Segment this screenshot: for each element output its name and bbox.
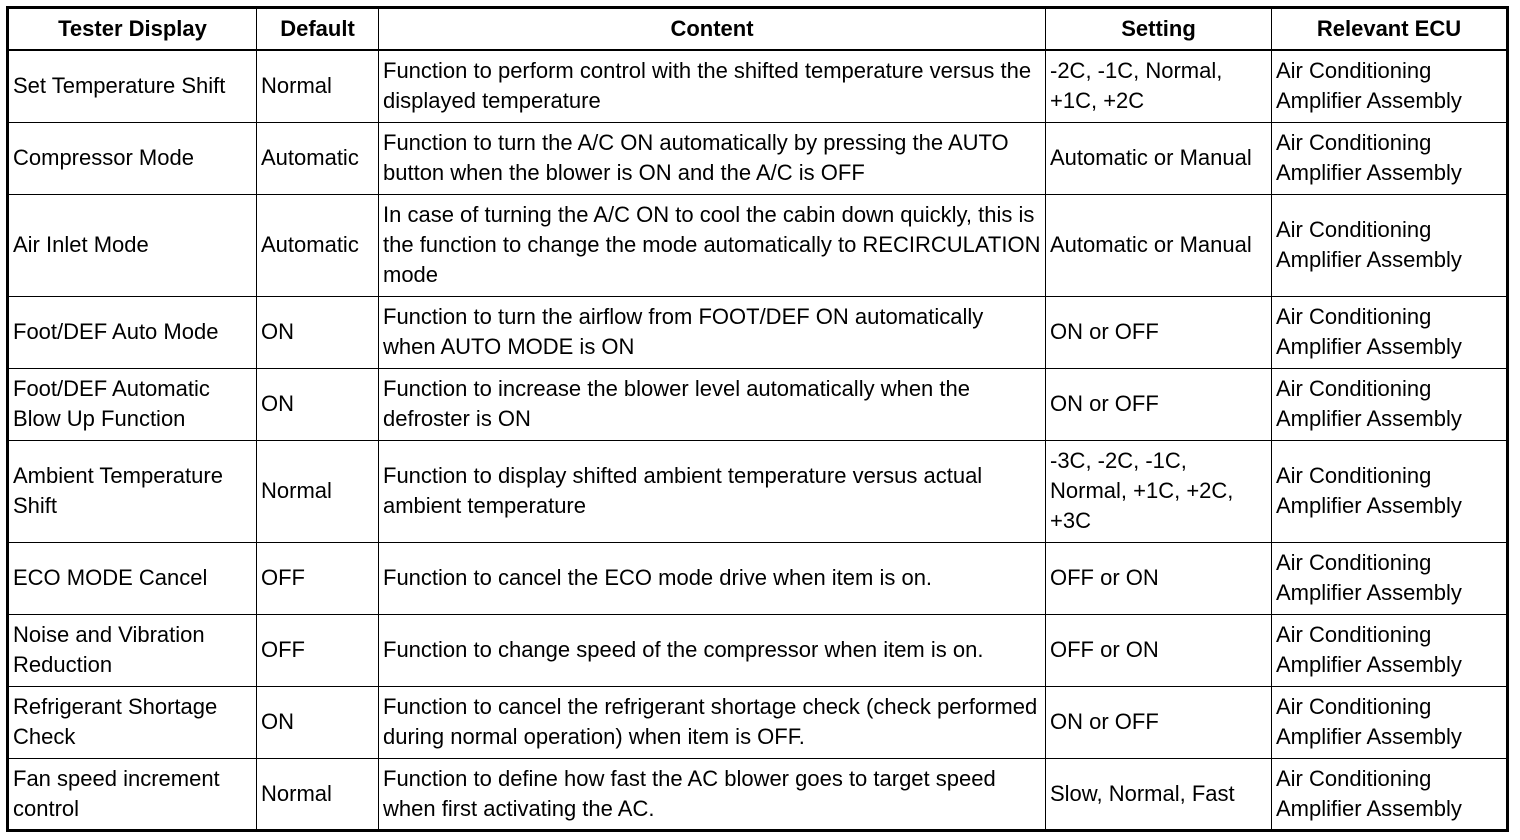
cell-relevant-ecu: Air Conditioning Amplifier Assembly <box>1272 122 1508 194</box>
table-row <box>8 296 1508 368</box>
header-setting: Setting <box>1046 8 1272 51</box>
cell-content: Function to turn the A/C ON automatically by pressing the AUTO button when the blower is ON and the A/C is OFF <box>379 122 1046 194</box>
cell-default: ON <box>257 686 379 758</box>
cell-tester-display: Set Temperature Shift <box>8 50 257 122</box>
cell-tester-display: Foot/DEF Auto Mode <box>8 296 257 368</box>
cell-relevant-ecu: Air Conditioning Amplifier Assembly <box>1272 758 1508 830</box>
cell-setting: ON or OFF <box>1046 296 1272 368</box>
cell-content: Function to perform control with the shifted temperature versus the displayed temperature <box>379 50 1046 122</box>
cell-tester-display: Ambient Temperature Shift <box>8 440 257 542</box>
cell-setting: Slow, Normal, Fast <box>1046 758 1272 830</box>
cell-setting: ON or OFF <box>1046 368 1272 440</box>
cell-default: OFF <box>257 542 379 614</box>
cell-relevant-ecu: Air Conditioning Amplifier Assembly <box>1272 296 1508 368</box>
header-row <box>8 8 1508 51</box>
table-row <box>8 758 1508 830</box>
cell-default: Normal <box>257 758 379 830</box>
cell-default: ON <box>257 296 379 368</box>
cell-default: Automatic <box>257 194 379 296</box>
table-row <box>8 614 1508 686</box>
table-row <box>8 50 1508 122</box>
cell-content: Function to turn the airflow from FOOT/DEF ON automatically when AUTO MODE is ON <box>379 296 1046 368</box>
header-tester-display: Tester Display <box>8 8 257 51</box>
cell-default: Automatic <box>257 122 379 194</box>
cell-tester-display: Fan speed increment control <box>8 758 257 830</box>
cell-tester-display: Air Inlet Mode <box>8 194 257 296</box>
cell-tester-display: ECO MODE Cancel <box>8 542 257 614</box>
cell-content: Function to define how fast the AC blower goes to target speed when first activating the AC. <box>379 758 1046 830</box>
cell-relevant-ecu: Air Conditioning Amplifier Assembly <box>1272 614 1508 686</box>
cell-tester-display: Refrigerant Shortage Check <box>8 686 257 758</box>
table-row <box>8 368 1508 440</box>
cell-relevant-ecu: Air Conditioning Amplifier Assembly <box>1272 50 1508 122</box>
table-row <box>8 686 1508 758</box>
cell-content: In case of turning the A/C ON to cool the cabin down quickly, this is the function to change the mode automatically to RECIRCULATION mode <box>379 194 1046 296</box>
header-relevant-ecu: Relevant ECU <box>1272 8 1508 51</box>
table-row <box>8 440 1508 542</box>
cell-content: Function to cancel the ECO mode drive when item is on. <box>379 542 1046 614</box>
table-row <box>8 122 1508 194</box>
cell-default: Normal <box>257 50 379 122</box>
cell-setting: -3C, -2C, -1C, Normal, +1C, +2C, +3C <box>1046 440 1272 542</box>
cell-relevant-ecu: Air Conditioning Amplifier Assembly <box>1272 686 1508 758</box>
cell-setting: Automatic or Manual <box>1046 194 1272 296</box>
cell-tester-display: Noise and Vibration Reduction <box>8 614 257 686</box>
cell-setting: -2C, -1C, Normal, +1C, +2C <box>1046 50 1272 122</box>
settings-table <box>6 6 1509 832</box>
header-content: Content <box>379 8 1046 51</box>
cell-default: Normal <box>257 440 379 542</box>
cell-content: Function to change speed of the compressor when item is on. <box>379 614 1046 686</box>
cell-tester-display: Foot/DEF Automatic Blow Up Function <box>8 368 257 440</box>
cell-relevant-ecu: Air Conditioning Amplifier Assembly <box>1272 440 1508 542</box>
cell-tester-display: Compressor Mode <box>8 122 257 194</box>
header-default: Default <box>257 8 379 51</box>
cell-content: Function to cancel the refrigerant shortage check (check performed during normal operation) when item is OFF. <box>379 686 1046 758</box>
table-row <box>8 194 1508 296</box>
cell-relevant-ecu: Air Conditioning Amplifier Assembly <box>1272 542 1508 614</box>
cell-setting: OFF or ON <box>1046 542 1272 614</box>
cell-relevant-ecu: Air Conditioning Amplifier Assembly <box>1272 194 1508 296</box>
cell-content: Function to display shifted ambient temperature versus actual ambient temperature <box>379 440 1046 542</box>
cell-content: Function to increase the blower level automatically when the defroster is ON <box>379 368 1046 440</box>
cell-setting: ON or OFF <box>1046 686 1272 758</box>
cell-relevant-ecu: Air Conditioning Amplifier Assembly <box>1272 368 1508 440</box>
table-row <box>8 542 1508 614</box>
cell-setting: Automatic or Manual <box>1046 122 1272 194</box>
cell-default: OFF <box>257 614 379 686</box>
cell-default: ON <box>257 368 379 440</box>
cell-setting: OFF or ON <box>1046 614 1272 686</box>
